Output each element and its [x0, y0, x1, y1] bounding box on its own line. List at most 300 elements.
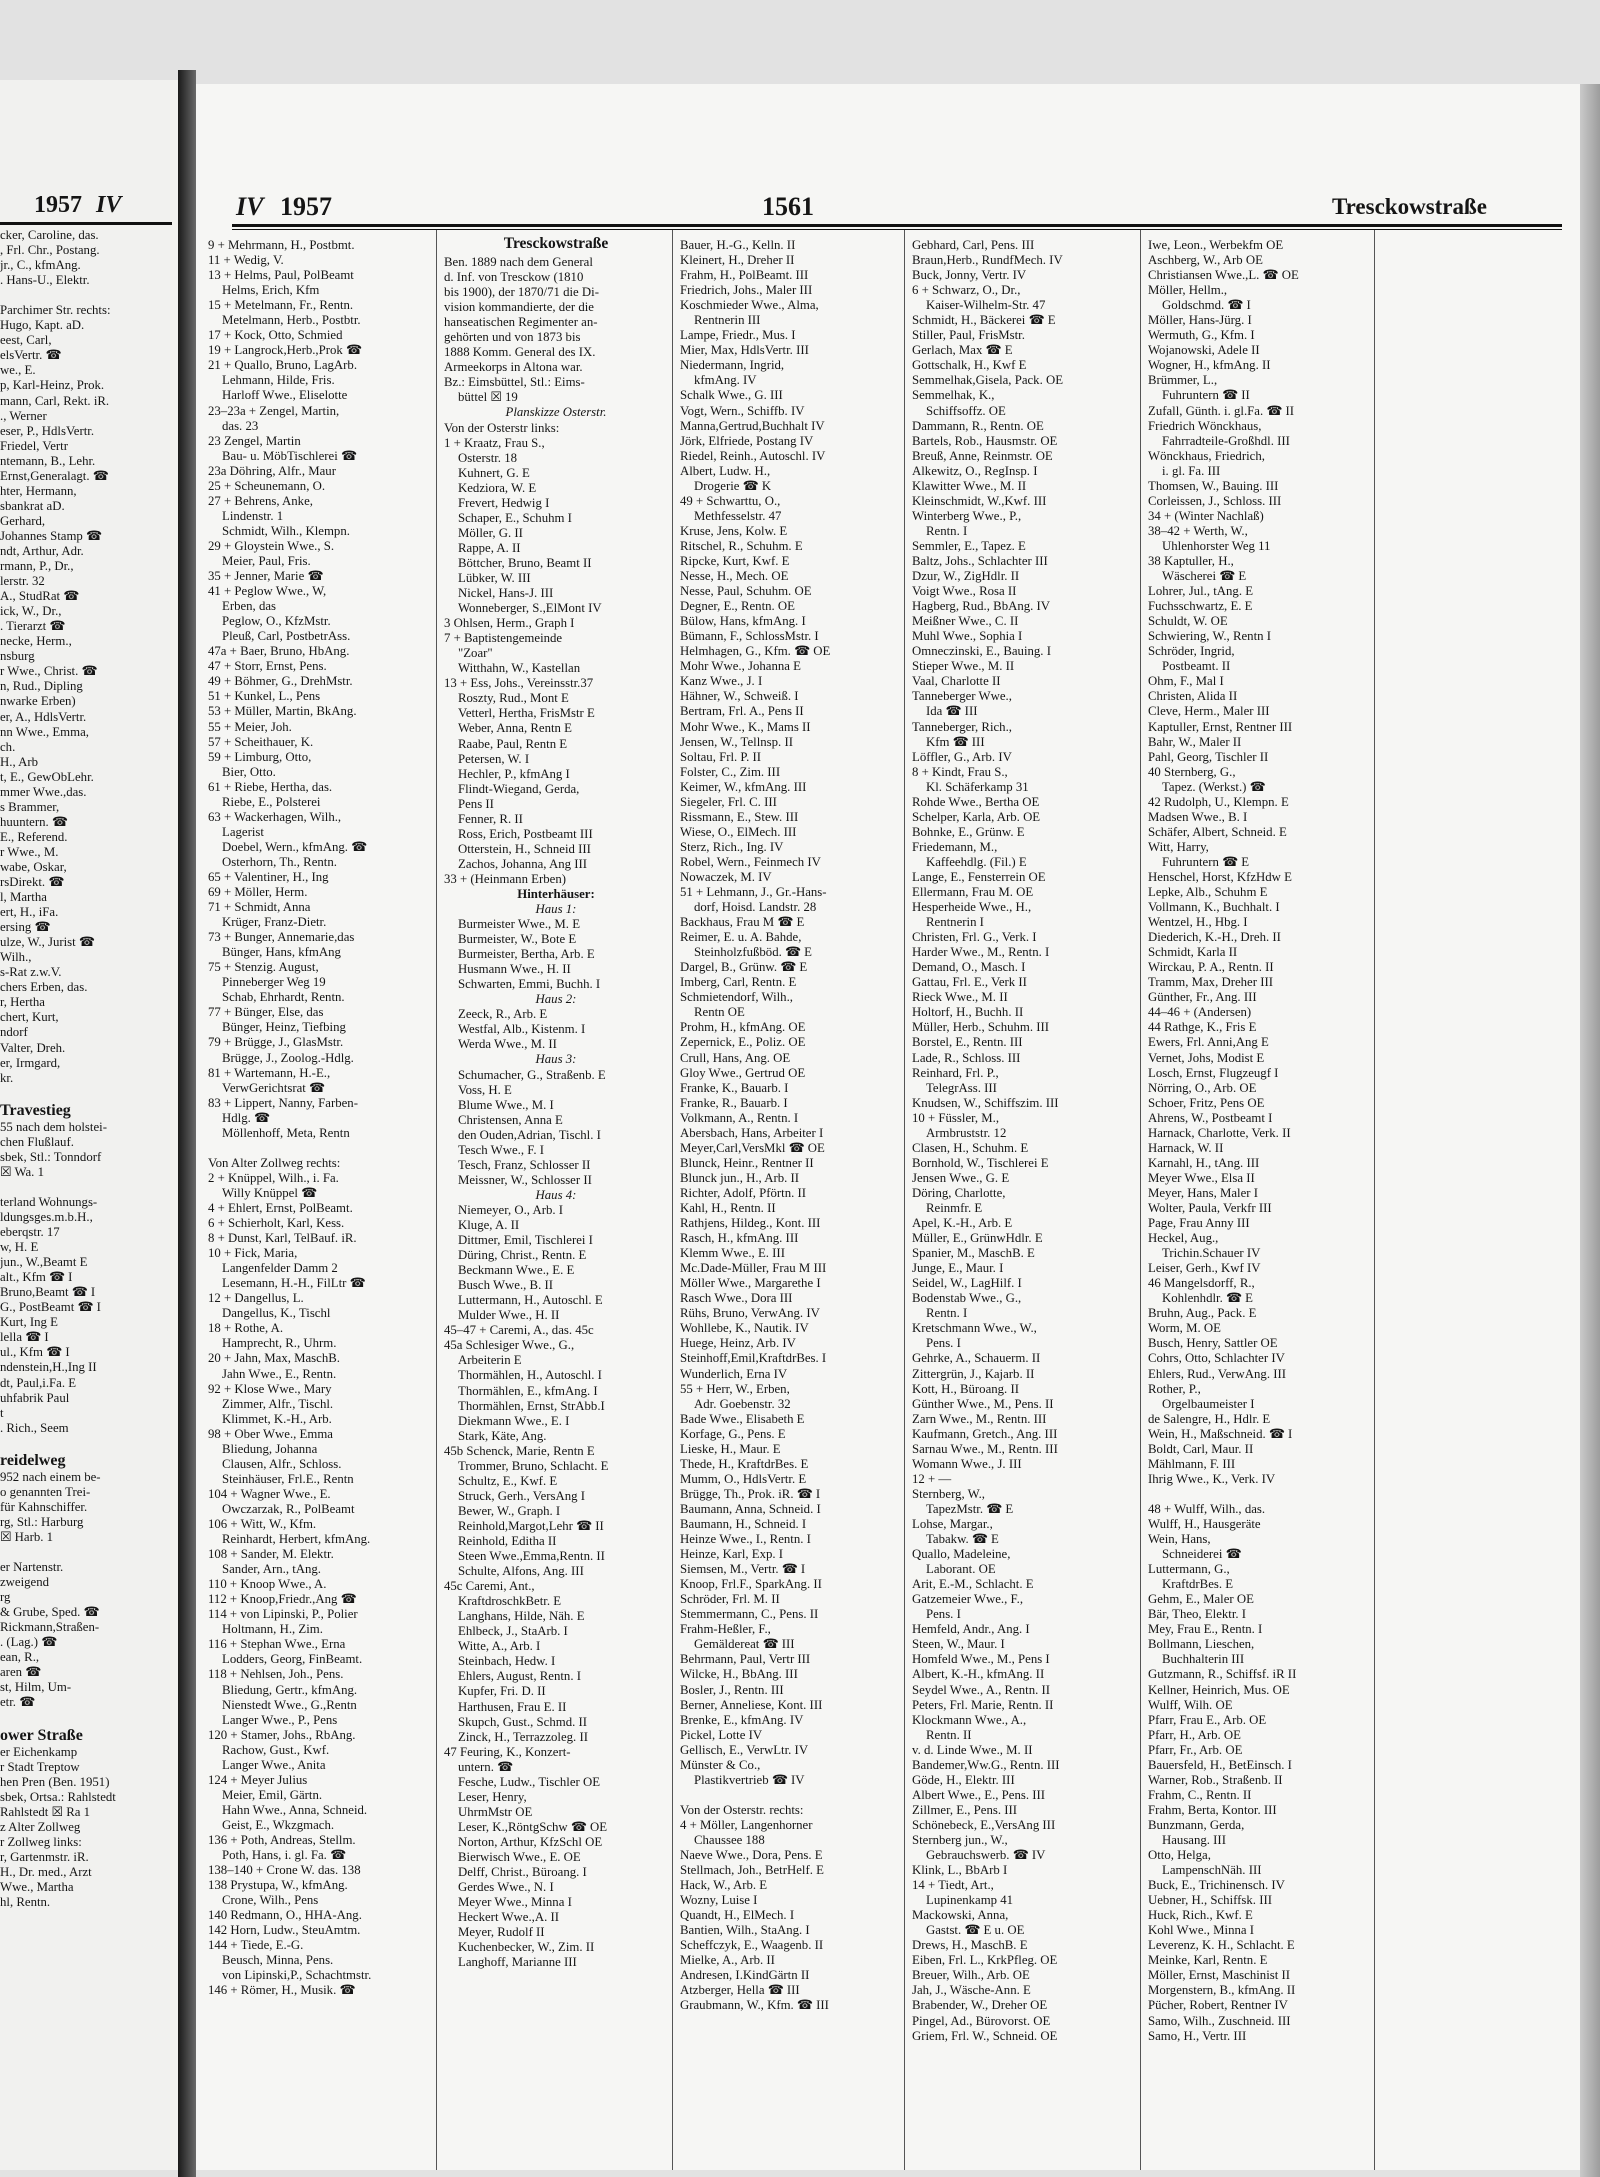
directory-entry-line: jr., C., kfmAng.	[0, 258, 81, 273]
directory-entry-line: ☒ Harb. 1	[0, 1529, 54, 1544]
directory-entry-line: Skupch, Gust., Schmd. II	[458, 1714, 588, 1729]
directory-entry-line: Seydel Wwe., A., Rentn. II	[912, 1682, 1051, 1697]
directory-entry-line: Kohlenhdlr. ☎ E	[1162, 1291, 1253, 1306]
directory-entry-line: Boldt, Carl, Maur. II	[1148, 1441, 1254, 1456]
directory-entry-line: Huck, Rich., Kwf. E	[1148, 1908, 1253, 1923]
directory-entry-line: Degner, E., Rentn. OE	[680, 599, 795, 614]
directory-entry-line: 81 + Wartemann, H.-E.,	[208, 1065, 331, 1080]
directory-entry-line: Borstel, E., Rentn. III	[912, 1035, 1023, 1050]
directory-entry-line: Knoop, Frl.F., SparkAng. II	[680, 1577, 822, 1592]
directory-entry-line: 146 + Römer, H., Musik. ☎	[208, 1983, 356, 1998]
directory-entry-line: hl, Rentn.	[0, 1895, 51, 1910]
directory-entry-line: er Nartenstr.	[0, 1560, 64, 1575]
directory-entry-line: Page, Frau Anny III	[1148, 1216, 1250, 1231]
directory-entry-line: hanseatischen Regimenter an-	[444, 315, 598, 330]
directory-entry-line: Reinhold, Editha II	[458, 1533, 557, 1548]
directory-entry-line: Lepke, Alb., Schuhm E	[1148, 885, 1268, 900]
directory-entry-line: Ewers, Frl. Anni,Ang E	[1148, 1035, 1269, 1050]
directory-entry-line: Schultz, E., Kwf. E	[458, 1473, 558, 1488]
directory-entry-line: Zeeck, R., Arb. E	[458, 1007, 548, 1022]
directory-entry-line: 83 + Lippert, Nanny, Farben-	[208, 1095, 358, 1110]
directory-entry-line: Osterhorn, Th., Rentn.	[222, 854, 337, 869]
directory-entry-line: 48 + Wulff, Wilh., das.	[1148, 1501, 1266, 1516]
directory-entry-line: Tapez. (Werkst.) ☎	[1162, 779, 1266, 794]
directory-entry-line: 45b Schenck, Marie, Rentn E	[444, 1443, 595, 1458]
directory-entry-line: 57 + Scheithauer, K.	[208, 734, 314, 749]
directory-entry-line: uhfabrik Paul	[0, 1390, 70, 1405]
directory-entry-line: Wwe., Martha	[0, 1879, 74, 1894]
directory-entry-line: TapezMstr. ☎ E	[926, 1501, 1014, 1516]
directory-entry-line: Bz.: Eimsbüttel, Stl.: Eims-	[444, 375, 585, 390]
directory-entry-line: Langhans, Hilde, Näh. E	[458, 1609, 585, 1624]
directory-entry-line: Naeve Wwe., Dora, Pens. E	[680, 1848, 823, 1863]
directory-entry-line	[0, 1545, 168, 1560]
column-rule-1	[436, 230, 437, 2170]
directory-entry-line: Jahn Wwe., E., Rentn.	[222, 1366, 337, 1381]
directory-entry-line: Bohnke, E., Grünw. E	[912, 824, 1025, 839]
directory-entry-line: Rathjens, Hildeg., Kont. III	[680, 1216, 821, 1231]
directory-entry-line: Günther, Fr., Ang. III	[1148, 990, 1257, 1005]
directory-entry-line: Siemsen, M., Vertr. ☎ I	[680, 1562, 806, 1577]
directory-entry-line: Heinze Wwe., I., Rentn. I	[680, 1532, 811, 1547]
directory-entry-line: 116 + Stephan Wwe., Erna	[208, 1637, 346, 1652]
directory-entry-line: Homfeld Wwe., M., Pens I	[912, 1652, 1050, 1667]
directory-entry-line: Meißner Wwe., C. II	[912, 614, 1019, 629]
directory-entry-line: Soltau, Frl. P. II	[680, 749, 762, 764]
directory-entry-line: Frahm, C., Rentn. II	[1148, 1787, 1252, 1802]
directory-entry-line: Von der Osterstr links:	[444, 420, 560, 435]
directory-entry-line: Blume Wwe., M. I	[458, 1097, 554, 1112]
directory-entry-line: Thomsen, W., Bauing. III	[1148, 478, 1279, 493]
directory-entry-line: 144 + Tiede, E.-G.	[208, 1938, 304, 1953]
directory-entry-line: Bliedung, Johanna	[222, 1441, 318, 1456]
directory-column-3	[680, 238, 900, 2168]
directory-entry-line: 14 + Tiedt, Art.,	[912, 1878, 994, 1893]
directory-entry-line: 112 + Knoop,Friedr.,Ang ☎	[208, 1592, 357, 1607]
directory-entry-line: 114 + von Lipinski, P., Polier	[208, 1607, 358, 1622]
directory-entry-line: 138 Prystupa, W., kfmAng.	[208, 1878, 348, 1893]
directory-entry-line: ulze, W., Jurist ☎	[0, 935, 95, 950]
directory-entry-line: 12 + —	[912, 1471, 952, 1486]
directory-entry-line: Fesche, Ludw., Tischler OE	[458, 1774, 601, 1789]
directory-entry-line: Albert, K.-H., kfmAng. II	[912, 1667, 1045, 1682]
directory-entry-line: Cleve, Herm., Maler III	[1148, 704, 1270, 719]
directory-entry-line: Knudsen, W., Schiffszim. III	[912, 1095, 1059, 1110]
directory-entry-line: Zarn Wwe., M., Rentn. III	[912, 1411, 1047, 1426]
directory-entry-line: er Eichenkamp	[0, 1744, 78, 1759]
directory-entry-line: Quandt, H., ElMech. I	[680, 1908, 795, 1923]
directory-entry-line: H., Dr. med., Arzt	[0, 1864, 92, 1879]
directory-entry-line: Semmler, E., Tapez. E	[912, 538, 1026, 553]
directory-entry-line: 110 + Knoop Wwe., A.	[208, 1577, 327, 1592]
directory-entry-line: r Wwe., Christ. ☎	[0, 664, 98, 679]
directory-entry-line: Zinck, H., Terrazzoleg. II	[458, 1729, 588, 1744]
directory-entry-line: Fahrradteile-Großhdl. III	[1162, 433, 1290, 448]
directory-entry-line: Meyer, Hans, Maler I	[1148, 1185, 1258, 1200]
directory-entry-line: Armbruststr. 12	[926, 1125, 1007, 1140]
directory-entry-line: 120 + Stamer, Johs., RbAng.	[208, 1727, 356, 1742]
directory-entry-line: w, H. E	[0, 1240, 39, 1255]
directory-entry-line: Bodenstab Wwe., G.,	[912, 1291, 1022, 1306]
directory-entry-line: Corleissen, J., Schloss. III	[1148, 493, 1282, 508]
directory-entry-line: Sternberg, W.,	[912, 1486, 985, 1501]
directory-entry-line: Peters, Frl. Marie, Rentn. II	[912, 1697, 1054, 1712]
directory-entry-line: terland Wohnungs-	[0, 1194, 98, 1209]
directory-entry-line: Bruno,Beamt ☎ I	[0, 1285, 96, 1300]
directory-entry-line: Pickel, Lotte IV	[680, 1727, 763, 1742]
left-header-rule	[0, 222, 172, 225]
directory-entry-line: Rickmann,Straßen-	[0, 1620, 100, 1635]
directory-entry-line: Kuchenbecker, W., Zim. II	[458, 1940, 595, 1955]
directory-entry-line: Lesemann, H.-H., FilLtr ☎	[222, 1276, 366, 1291]
directory-entry-line: Hemfeld, Andr., Ang. I	[912, 1622, 1030, 1637]
directory-entry-line: rsDirekt. ☎	[0, 875, 65, 890]
directory-entry-line: Friedel, Vertr	[0, 438, 68, 453]
directory-entry-line: 63 + Wackerhagen, Wilh.,	[208, 809, 342, 824]
directory-entry-line: Koschmieder Wwe., Alma,	[680, 298, 819, 313]
directory-entry-line: Johannes Stamp ☎	[0, 528, 102, 543]
directory-entry-line: Husmann Wwe., H. II	[458, 962, 571, 977]
directory-entry-line: Methfesselstr. 47	[694, 508, 782, 523]
left-page-column	[0, 228, 168, 2168]
directory-entry-line: 79 + Brügge, J., GlasMstr.	[208, 1035, 344, 1050]
directory-entry-line: Bade Wwe., Elisabeth E	[680, 1411, 805, 1426]
directory-entry-line: Helmhagen, G., Kfm. ☎ OE	[680, 644, 831, 659]
directory-entry-line: Bliedung, Gertr., kfmAng.	[222, 1682, 358, 1697]
directory-entry-line: ean, R.,	[0, 1650, 40, 1665]
directory-entry-line	[0, 1180, 168, 1195]
directory-entry-line	[208, 1141, 432, 1156]
directory-entry-line: 23–23a + Zengel, Martin,	[208, 403, 340, 418]
directory-entry-line: Morgenstern, B., kfmAng. II	[1148, 1983, 1296, 1998]
directory-entry-line: Albert Wwe., E., Pens. III	[912, 1787, 1046, 1802]
directory-entry-line: Worm, M. OE	[1148, 1321, 1221, 1336]
directory-entry-line: ntemann, B., Lehr.	[0, 453, 96, 468]
directory-entry-line: Tesch Wwe., F. I	[458, 1142, 544, 1157]
page-number: 1561	[762, 192, 814, 221]
directory-entry-line: Dammann, R., Rentn. OE	[912, 418, 1044, 433]
directory-entry-line: Willy Knüppel ☎	[222, 1185, 318, 1200]
directory-entry-line: Dittmer, Emil, Tischlerei I	[458, 1233, 593, 1248]
directory-entry-line: 1 + Kraatz, Frau S.,	[444, 435, 545, 450]
directory-entry-line: Kaptuller, Ernst, Rentner III	[1148, 719, 1293, 734]
directory-entry-line: Lübker, W. III	[458, 570, 531, 585]
directory-entry-line: TelegrAss. III	[926, 1080, 997, 1095]
directory-entry-line: Erben, das	[222, 599, 277, 614]
directory-entry-line: 44 Rathge, K., Fris E	[1148, 1020, 1257, 1035]
section-heading: Tresckowstraße	[503, 235, 609, 252]
directory-entry-line: Mohr Wwe., Johanna E	[680, 659, 801, 674]
directory-entry-line: Heckert Wwe.,A. II	[458, 1910, 560, 1925]
directory-entry-line: Böttcher, Bruno, Beamt II	[458, 555, 592, 570]
directory-entry-line: Harloff Wwe., Eliselotte	[222, 388, 348, 403]
directory-entry-line: Hähner, W., Schweiß. I	[680, 689, 799, 704]
directory-entry-line: ch.	[0, 739, 16, 754]
directory-entry-line: lerstr. 32	[0, 574, 45, 589]
directory-entry-line: Harthusen, Frau E. II	[458, 1699, 567, 1714]
directory-entry-line: Wunderlich, Erna IV	[680, 1366, 788, 1381]
directory-entry-line: Schönebeck, E.,VersAng III	[912, 1817, 1056, 1832]
directory-entry-line: Wonneberger, S.,ElMont IV	[458, 601, 602, 616]
directory-entry-line: rmann, P., Dr.,	[0, 559, 74, 574]
directory-entry-line: Buck, Jonny, Vertr. IV	[912, 268, 1027, 283]
directory-entry-line: Rappe, A. II	[458, 540, 521, 555]
directory-entry-line: st, Hilm, Um-	[0, 1680, 72, 1695]
directory-entry-line: Aschberg, W., Arb OE	[1148, 253, 1263, 268]
directory-entry-line: Diederich, K.-H., Dreh. II	[1148, 930, 1281, 945]
directory-entry-line: Lade, R., Schloss. III	[912, 1050, 1021, 1065]
directory-entry-line: Albert, Ludw. H.,	[680, 463, 771, 478]
directory-entry-line: sbek, Stl.: Tonndorf	[0, 1149, 102, 1164]
directory-entry-line: E., Referend.	[0, 829, 68, 844]
directory-entry-line: Gerdes Wwe., N. I	[458, 1880, 554, 1895]
directory-entry-line: Warner, Rob., Straßenb. II	[1148, 1772, 1283, 1787]
directory-entry-line: Ihrig Wwe., K., Verk. IV	[1148, 1471, 1276, 1486]
directory-entry-line: Hahn Wwe., Anna, Schneid.	[222, 1802, 368, 1817]
directory-entry-line: aren ☎	[0, 1665, 42, 1680]
directory-entry-line: Schelper, Karla, Arb. OE	[912, 809, 1041, 824]
directory-entry-line: das. 23	[222, 418, 259, 433]
directory-entry-line: Gottschalk, H., Kwf E	[912, 358, 1027, 373]
directory-entry-line: Korfage, G., Pens. E	[680, 1426, 786, 1441]
directory-entry-line: Gutzmann, R., Schiffsf. iR II	[1148, 1667, 1297, 1682]
directory-entry-line: Doebel, Wern., kfmAng. ☎	[222, 839, 368, 854]
directory-entry-line: Möller, G. II	[458, 525, 523, 540]
directory-entry-line: Steen, W., Maur. I	[912, 1637, 1005, 1652]
directory-entry-line: t, E., GewObLehr.	[0, 769, 94, 784]
subsection-heading: Hinterhäuser:	[517, 886, 595, 901]
directory-entry-line: Ohm, F., Mal I	[1148, 674, 1224, 689]
directory-entry-line: Dangellus, K., Tischl	[222, 1306, 331, 1321]
directory-entry-line: Wentzel, H., Hbg. I	[1148, 915, 1248, 930]
directory-entry-line	[0, 1086, 168, 1101]
directory-entry-line: Wäscherei ☎ E	[1162, 569, 1247, 584]
directory-entry-line: Richter, Adolf, Pförtn. II	[680, 1185, 807, 1200]
directory-entry-line: Wulff, Wilh. OE	[1148, 1697, 1233, 1712]
directory-entry-line: Buchhalterin III	[1162, 1652, 1245, 1667]
directory-entry-line: ndenstein,H.,Ing II	[0, 1360, 97, 1375]
directory-entry-line: Voigt Wwe., Rosa II	[912, 584, 1017, 599]
directory-entry-line: Harnack, W. II	[1148, 1140, 1224, 1155]
directory-entry-line: Pens. I	[926, 1607, 961, 1622]
directory-entry-line: , Frl. Chr., Postang.	[0, 243, 100, 258]
directory-entry-line: Wulff, H., Hausgeräte	[1148, 1516, 1261, 1531]
directory-entry-line: 23 Zengel, Martin	[208, 433, 301, 448]
directory-entry-line: Steinhäuser, Frl.E., Rentn	[222, 1471, 354, 1486]
directory-entry-line: 49 + Schwarttu, O.,	[680, 493, 781, 508]
directory-entry-line: Kellner, Heinrich, Mus. OE	[1148, 1682, 1290, 1697]
directory-entry-line: Luttermann, H., Autoschl. E	[458, 1293, 603, 1308]
directory-entry-line: Blunck jun., H., Arb. II	[680, 1170, 800, 1185]
directory-entry-line: Schmietendorf, Wilh.,	[680, 990, 793, 1005]
directory-entry-line: Mulder Wwe., H. II	[458, 1308, 560, 1323]
book-gutter	[178, 70, 196, 2177]
column-rule-4	[1140, 230, 1141, 2170]
directory-entry-line: . Rich., Seem	[0, 1420, 69, 1435]
directory-entry-line: 118 + Nehlsen, Joh., Pens.	[208, 1667, 344, 1682]
directory-entry-line: Ellermann, Frau M. OE	[912, 885, 1034, 900]
directory-entry-line: Döring, Charlotte,	[912, 1185, 1006, 1200]
directory-entry-line: Busch, Henry, Sattler OE	[1148, 1336, 1278, 1351]
directory-entry-line: Parchimer Str. rechts:	[0, 303, 111, 318]
directory-entry-line: Junge, E., Maur. I	[912, 1261, 1004, 1276]
directory-entry-line: Zepernick, E., Poliz. OE	[680, 1035, 806, 1050]
directory-entry-line: Bierwisch Wwe., E. OE	[458, 1849, 581, 1864]
directory-entry-line: Spanier, M., MaschB. E	[912, 1246, 1035, 1261]
directory-entry-line: r Zollweg links:	[0, 1834, 82, 1849]
directory-entry-line: Wirckau, P. A., Rentn. II	[1148, 960, 1274, 975]
directory-entry-line: Kott, H., Büroang. II	[912, 1381, 1019, 1396]
right-roman: IV	[236, 192, 264, 221]
directory-entry-line: Pingel, Ad., Bürovorst. OE	[912, 2013, 1051, 2028]
directory-entry-line: 138–140 + Crone W. das. 138	[208, 1863, 361, 1878]
directory-entry-line: Bantien, Wilh., StaAng. I	[680, 1923, 810, 1938]
directory-entry-line: Pücher, Robert, Rentner IV	[1148, 1998, 1288, 2013]
directory-entry-line: Manna,Gertrud,Buchhalt IV	[680, 418, 825, 433]
directory-entry-line	[0, 1711, 168, 1726]
subsection-label: Haus 3:	[535, 1052, 577, 1067]
directory-entry-line: VerwGerichtsrat ☎	[222, 1080, 325, 1095]
directory-entry-line: Nesse, H., Mech. OE	[680, 569, 789, 584]
directory-entry-line: necke, Herm.,	[0, 634, 72, 649]
directory-entry-line: 47 + Storr, Ernst, Pens.	[208, 659, 327, 674]
directory-entry-line: Wermuth, G., Kfm. I	[1148, 328, 1255, 343]
directory-entry-line: Gastst. ☎ E u. OE	[926, 1923, 1025, 1938]
directory-entry-line: 51 + Kunkel, L., Pens	[208, 689, 321, 704]
directory-entry-line: Frahm, H., PolBeamt. III	[680, 268, 809, 283]
directory-entry-line: Frahm-Heßler, F.,	[680, 1622, 771, 1637]
directory-entry-line: Jensen Wwe., G. E	[912, 1170, 1010, 1185]
directory-entry-line: Beusch, Minna, Pens.	[222, 1953, 334, 1968]
directory-entry-line: Schwarten, Emmi, Buchh. I	[458, 977, 601, 992]
directory-entry-line: Krüger, Franz-Dietr.	[222, 915, 327, 930]
directory-entry-line: hter, Hermann,	[0, 483, 77, 498]
directory-entry-line: Thede, H., KraftdrBes. E	[680, 1456, 809, 1471]
directory-entry-line: Hack, W., Arb. E	[680, 1878, 768, 1893]
directory-entry-line: Pleuß, Carl, PostbetrAss.	[222, 629, 351, 644]
directory-entry-line: Bär, Theo, Elektr. I	[1148, 1607, 1247, 1622]
directory-entry-line: Löffler, G., Arb. IV	[912, 749, 1012, 764]
subsection-label: Haus 2:	[535, 992, 577, 1007]
directory-entry-line: . Tierarzt ☎	[0, 619, 66, 634]
directory-entry-line: Brenke, E., kfmAng. IV	[680, 1712, 804, 1727]
directory-entry-line: Meyer,Carl,VersMkl ☎ OE	[680, 1140, 825, 1155]
directory-entry-line: untern. ☎	[458, 1759, 514, 1774]
directory-entry-line: 47 Feuring, K., Konzert-	[444, 1744, 571, 1759]
directory-entry-line: Wohllebe, K., Nautik. IV	[680, 1321, 809, 1336]
directory-entry-line: 41 + Peglow Wwe., W,	[208, 584, 327, 599]
directory-entry-line: Schmidt, Karla II	[1148, 945, 1238, 960]
directory-entry-line: KraftdroschkBetr. E	[458, 1594, 562, 1609]
directory-entry-line: Adr. Goebenstr. 32	[694, 1396, 791, 1411]
directory-entry-line: Raabe, Paul, Rentn E	[458, 736, 568, 751]
directory-entry-line: Günther Wwe., M., Pens. II	[912, 1396, 1054, 1411]
directory-entry-line: Imberg, Carl, Rentn. E	[680, 975, 797, 990]
directory-entry-line: Holtmann, H., Zim.	[222, 1622, 323, 1637]
directory-entry-line: Von der Osterstr. rechts:	[680, 1802, 804, 1817]
directory-entry-line: Hausang. III	[1162, 1832, 1226, 1847]
directory-entry-line: Scheffczyk, E., Waagenb. II	[680, 1938, 824, 1953]
left-roman: IV	[96, 192, 122, 218]
directory-entry-line: Goldschmd. ☎ I	[1162, 298, 1251, 313]
directory-entry-line: Schoer, Fritz, Pens OE	[1148, 1095, 1265, 1110]
directory-entry-line: Muhl Wwe., Sophia I	[912, 629, 1023, 644]
directory-entry-line: Bornhold, W., Tischlerei E	[912, 1155, 1049, 1170]
directory-entry-line: Thormählen, E., kfmAng. I	[458, 1383, 598, 1398]
directory-entry-line: Henschel, Horst, KfzHdw E	[1148, 869, 1292, 884]
directory-entry-line: Meyer Wwe., Elsa II	[1148, 1170, 1255, 1185]
directory-entry-line: Steinhoff,Emil,KraftdrBes. I	[680, 1351, 827, 1366]
directory-entry-line: Gatzemeier Wwe., F.,	[912, 1592, 1024, 1607]
directory-entry-line: 29 + Gloystein Wwe., S.	[208, 538, 335, 553]
directory-entry-line: 51 + Lehmann, J., Gr.-Hans-	[680, 885, 827, 900]
directory-entry-line: Burmeister Wwe., M. E	[458, 917, 581, 932]
directory-entry-line: 55 + Meier, Joh.	[208, 719, 292, 734]
directory-entry-line: Pfarr, H., Arb. OE	[1148, 1727, 1241, 1742]
directory-entry-line: Rachow, Gust., Kwf.	[222, 1742, 330, 1757]
directory-entry-line: Gemäldereat ☎ III	[694, 1637, 795, 1652]
directory-entry-line: Kuhnert, G. E	[458, 465, 530, 480]
directory-entry-line: eser, P., HdlsVertr.	[0, 423, 95, 438]
directory-entry-line: zweigend	[0, 1575, 50, 1590]
directory-entry-line: Ritschel, R., Schuhm. E	[680, 538, 803, 553]
directory-entry-line: 9 + Mehrmann, H., Postbmt.	[208, 238, 355, 252]
directory-entry-line: Thormählen, H., Autoschl. I	[458, 1368, 602, 1383]
directory-entry-line: Karnahl, H., tAng. III	[1148, 1155, 1260, 1170]
directory-entry-line: Schumacher, G., Straßenb. E	[458, 1067, 606, 1082]
directory-entry-line: Braun,Herb., RundfMech. IV	[912, 253, 1063, 268]
directory-column-5	[1148, 238, 1370, 2168]
directory-entry-line: 23a Döhring, Alfr., Maur	[208, 463, 336, 478]
directory-entry-line: Bünger, Heinz, Tiefbing	[222, 1020, 346, 1035]
directory-entry-line: von Lipinski,P., Schachtmstr.	[222, 1968, 372, 1983]
directory-entry-line: Lagerist	[222, 824, 264, 839]
directory-entry-line: Keimer, W., kfmAng. III	[680, 779, 807, 794]
directory-entry-line: i. gl. Fa. III	[1162, 463, 1221, 478]
directory-entry-line: Robel, Wern., Feinmech IV	[680, 854, 821, 869]
directory-entry-line: Pens II	[458, 796, 494, 811]
directory-entry-line: Brümmer, L.,	[1148, 373, 1218, 388]
directory-entry-line: Sarnau Wwe., M., Rentn. III	[912, 1441, 1058, 1456]
directory-entry-line: Rieck Wwe., M. II	[912, 990, 1008, 1005]
directory-entry-line: Vernet, Johs, Modist E	[1148, 1050, 1265, 1065]
directory-entry-line: Wojanowski, Adele II	[1148, 343, 1260, 358]
directory-entry-line: Klink, L., BbArb I	[912, 1863, 1008, 1878]
directory-entry-line: 19 + Langrock,Herb.,Prok ☎	[208, 343, 362, 358]
directory-entry-line: Christensen, Anna E	[458, 1112, 563, 1127]
directory-entry-line: Jah, J., Wäsche-Ann. E	[912, 1983, 1031, 1998]
directory-entry-line: Nickel, Hans-J. III	[458, 586, 554, 601]
directory-entry-line: Bertram, Frl. A., Pens II	[680, 704, 804, 719]
directory-entry-line	[0, 1436, 168, 1451]
directory-entry-line: Berner, Anneliese, Kont. III	[680, 1697, 823, 1712]
directory-entry-line: Wozny, Luise I	[680, 1893, 758, 1908]
directory-entry-line: Gattau, Frl. E., Verk II	[912, 975, 1027, 990]
directory-entry-line: Gebrauchswerb. ☎ IV	[926, 1848, 1046, 1863]
directory-entry-line: Gerlach, Max ☎ E	[912, 343, 1013, 358]
directory-entry-line: Franke, K., Bauarb. I	[680, 1080, 789, 1095]
directory-entry-line: Rohde Wwe., Bertha OE	[912, 794, 1040, 809]
directory-entry-line: Hechler, P., kfmAng I	[458, 766, 570, 781]
directory-entry-line: wabe, Oskar,	[0, 859, 67, 874]
directory-entry-line: 45c Caremi, Ant.,	[444, 1579, 535, 1594]
directory-entry-line: Schulte, Alfons, Ang. III	[458, 1564, 584, 1579]
directory-entry-line: Langer Wwe., P., Pens	[222, 1712, 338, 1727]
directory-entry-line: Bier, Otto.	[222, 764, 276, 779]
directory-entry-line: Klockmann Wwe., A.,	[912, 1712, 1027, 1727]
directory-entry-line: er, Irmgard,	[0, 1055, 61, 1070]
directory-entry-line: Folster, C., Zim. III	[680, 764, 781, 779]
